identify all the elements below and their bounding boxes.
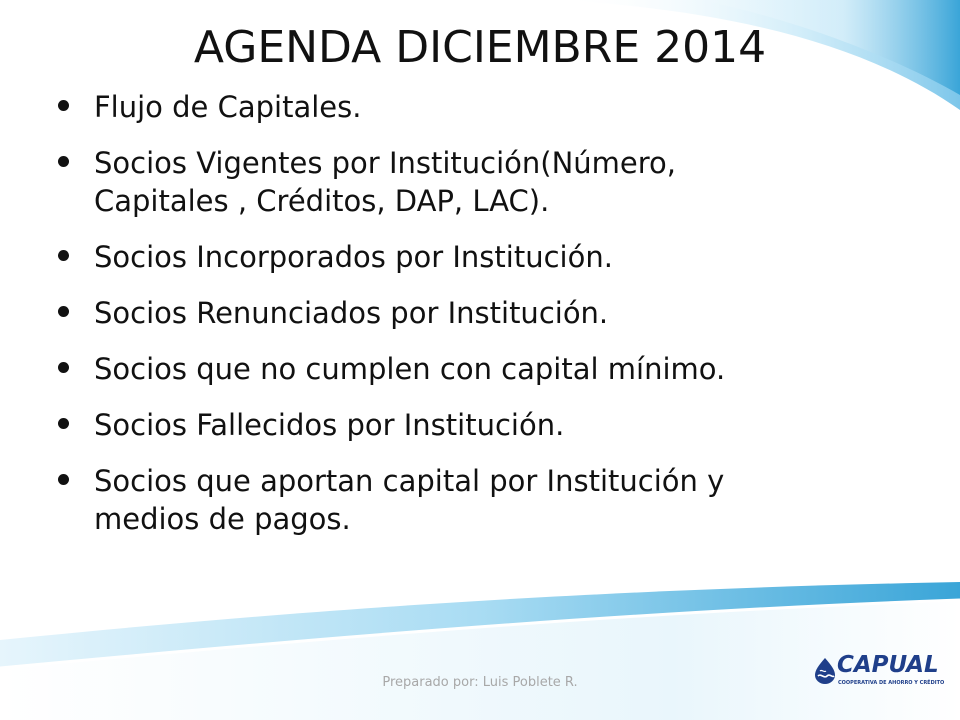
logo-mark-icon — [812, 656, 838, 684]
bullet-item — [58, 88, 918, 126]
logo-name: CAPUAL — [837, 652, 939, 678]
bullet-item — [58, 144, 918, 220]
bullet-text-line: Socios que no cumplen con capital mínimo. — [94, 352, 726, 386]
capual-logo — [812, 652, 945, 690]
bullet-dot-icon — [58, 156, 69, 167]
bullet-dot-icon — [58, 474, 69, 485]
logo-tagline: COOPERATIVA DE AHORRO Y CRÉDITO — [838, 680, 945, 686]
bullet-item — [58, 406, 918, 444]
bullet-item — [58, 294, 918, 332]
bullet-text-line: Socios que aportan capital por Institución y — [94, 464, 725, 498]
bullet-text-line: Socios Fallecidos por Institución. — [94, 408, 565, 442]
bullet-list — [58, 88, 918, 556]
footer-credit: Preparado por: Luis Poblete R. — [382, 675, 578, 690]
bullet-text-line: Flujo de Capitales. — [94, 90, 362, 124]
bullet-item — [58, 462, 918, 538]
bullet-text-line: Capitales , Créditos, DAP, LAC). — [94, 184, 550, 218]
bullet-dot-icon — [58, 306, 69, 317]
bullet-item — [58, 238, 918, 276]
bullet-dot-icon — [58, 100, 69, 111]
bullet-text-line: medios de pagos. — [94, 502, 351, 536]
bullet-text-line: Socios Incorporados por Institución. — [94, 240, 613, 274]
bullet-dot-icon — [58, 418, 69, 429]
bullet-item — [58, 350, 918, 388]
bullet-dot-icon — [58, 250, 69, 261]
slide-title: AGENDA DICIEMBRE 2014 — [193, 22, 767, 73]
bullet-dot-icon — [58, 362, 69, 373]
bullet-text-line: Socios Renunciados por Institución. — [94, 296, 609, 330]
bullet-text-line: Socios Vigentes por Institución(Número, — [94, 146, 677, 180]
